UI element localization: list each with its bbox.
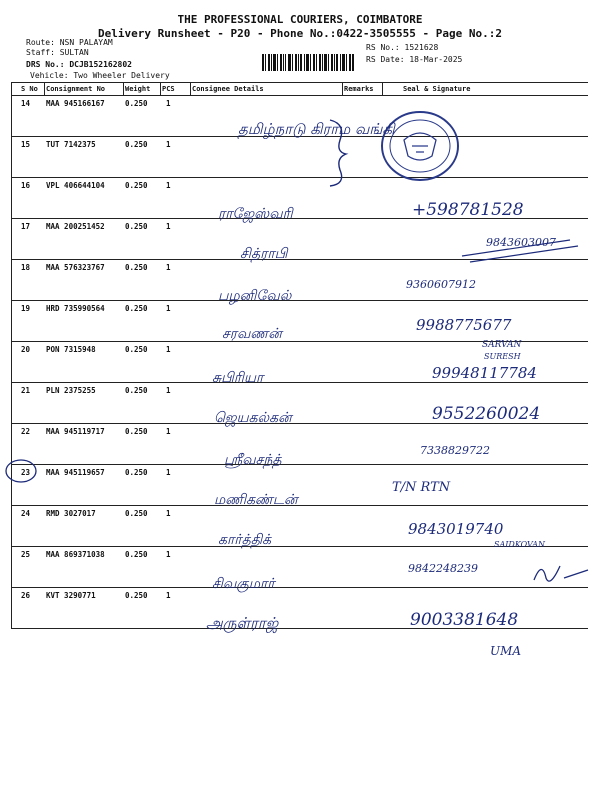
rs-no-line — [366, 43, 438, 52]
staff-label: Staff: — [26, 48, 55, 57]
vehicle-value: Two Wheeler Delivery — [73, 71, 170, 80]
row-sno: 26 — [21, 591, 31, 600]
handwritten-signature-phone: 9360607912 — [406, 278, 476, 291]
table-row-divider — [11, 177, 588, 178]
row-sno: 20 — [21, 345, 31, 354]
row-consignment-no: MAA 869371038 — [46, 550, 105, 559]
row-sno: 25 — [21, 550, 31, 559]
table-column-divider — [342, 82, 343, 95]
row-consignment-no: KVT 3290771 — [46, 591, 96, 600]
row-sno: 19 — [21, 304, 31, 313]
row-23-circle-mark — [4, 458, 38, 484]
handwritten-consignee-name: தமிழ்நாடு கிராம வங்கி — [238, 120, 395, 138]
rs-date-label: RS Date: — [366, 55, 405, 64]
row-pcs: 1 — [166, 509, 171, 518]
handwritten-consignee-name: பழனிவேல் — [218, 288, 292, 304]
row-pcs: 1 — [166, 263, 171, 272]
table-row-divider — [11, 382, 588, 383]
row-weight: 0.250 — [125, 99, 148, 108]
rs-no-value: 1521628 — [404, 43, 439, 52]
handwritten-signature-phone: 9843603007 — [486, 236, 556, 249]
col-header-sno: S No — [21, 85, 38, 93]
runsheet-subtitle: Delivery Runsheet - P20 - Phone No.:0422-3505555 - Page No.:2 — [98, 27, 502, 40]
route-line — [26, 38, 113, 47]
row-consignment-no: PLN 2375255 — [46, 386, 96, 395]
row-consignment-no: RMD 3027017 — [46, 509, 96, 518]
row-sno: 18 — [21, 263, 31, 272]
handwritten-signature-phone: 9843019740 — [408, 520, 504, 538]
row-pcs: 1 — [166, 427, 171, 436]
col-header-seal-signature: Seal & Signature — [403, 85, 471, 93]
handwritten-consignee-name: கார்த்திக் — [218, 532, 272, 548]
table-header-divider — [11, 95, 588, 96]
row-consignment-no: MAA 200251452 — [46, 222, 105, 231]
row-pcs: 1 — [166, 345, 171, 354]
row-sno: 14 — [21, 99, 31, 108]
route-label: Route: — [26, 38, 55, 47]
handwritten-consignee-name: சிவகுமார் — [212, 576, 275, 592]
row-consignment-no: VPL 406644104 — [46, 181, 105, 190]
rs-date-line — [366, 55, 462, 64]
rs-no-label: RS No.: — [366, 43, 400, 52]
row-weight: 0.250 — [125, 427, 148, 436]
handwritten-signature-phone: 9988775677 — [416, 316, 512, 334]
col-header-consignment: Consignment No — [46, 85, 106, 93]
row-pcs: 1 — [166, 140, 171, 149]
handwritten-consignee-name: மணிகண்டன் — [214, 492, 298, 508]
drs-value: DCJB152162802 — [69, 60, 132, 69]
table-row-divider — [11, 464, 588, 465]
vehicle-label: Vehicle: — [30, 71, 69, 80]
row-weight: 0.250 — [125, 509, 148, 518]
row-consignment-no: MAA 945166167 — [46, 99, 105, 108]
handwritten-consignee-name: சரவணன் — [222, 326, 282, 342]
handwritten-annotation: SURESH — [484, 352, 521, 361]
drs-line — [26, 60, 132, 69]
row-consignment-no: HRD 735990564 — [46, 304, 105, 313]
row-pcs: 1 — [166, 222, 171, 231]
handwritten-annotation: SAIDKOVAN — [494, 540, 546, 549]
row-weight: 0.250 — [125, 263, 148, 272]
handwritten-annotation: SARVAN — [482, 340, 522, 350]
row-consignment-no: PON 7315948 — [46, 345, 96, 354]
handwritten-annotation: UMA — [490, 644, 522, 658]
rs-date-value: 18-Mar-2025 — [409, 55, 463, 64]
staff-value: SULTAN — [59, 48, 89, 57]
row-weight: 0.250 — [125, 591, 148, 600]
barcode-image — [262, 54, 354, 71]
drs-label: DRS No.: — [26, 60, 65, 69]
row-pcs: 1 — [166, 386, 171, 395]
row-pcs: 1 — [166, 468, 171, 477]
row-weight: 0.250 — [125, 181, 148, 190]
row-sno: 24 — [21, 509, 31, 518]
row-consignment-no: MAA 576323767 — [46, 263, 105, 272]
handwritten-consignee-name: அருள்ராஜ் — [206, 614, 279, 632]
row-pcs: 1 — [166, 591, 171, 600]
row-weight: 0.250 — [125, 345, 148, 354]
table-row-divider — [11, 505, 588, 506]
row-sno: 23 — [21, 468, 31, 477]
row-sno: 21 — [21, 386, 31, 395]
handwritten-signature-phone: +598781528 — [412, 200, 524, 220]
handwritten-signature-phone: 9842248239 — [408, 562, 478, 575]
route-value: NSN PALAYAM — [59, 38, 113, 47]
table-column-divider — [190, 82, 191, 95]
row-weight: 0.250 — [125, 140, 148, 149]
table-top-border — [11, 82, 588, 83]
table-column-divider — [382, 82, 383, 95]
col-header-remarks: Remarks — [344, 85, 374, 93]
row-pcs: 1 — [166, 304, 171, 313]
handwritten-consignee-name: ஜெயகல்கன் — [214, 410, 292, 426]
handwritten-consignee-name: சித்ராபி — [240, 246, 288, 262]
signature-scribble-25 — [530, 558, 590, 588]
row-consignment-no: MAA 945119657 — [46, 468, 105, 477]
col-header-pcs: PCS — [162, 85, 175, 93]
row-weight: 0.250 — [125, 304, 148, 313]
handwritten-signature-phone: 9003381648 — [410, 610, 519, 630]
table-column-divider — [160, 82, 161, 95]
row-sno: 16 — [21, 181, 31, 190]
signature-scribble-17 — [460, 236, 580, 266]
row-pcs: 1 — [166, 181, 171, 190]
row-consignment-no: TUT 7142375 — [46, 140, 96, 149]
row-consignment-no: MAA 945119717 — [46, 427, 105, 436]
table-row-divider — [11, 300, 588, 301]
col-header-weight: Weight — [125, 85, 151, 93]
row-sno: 22 — [21, 427, 31, 436]
handwritten-signature-phone: 99948117784 — [432, 364, 537, 382]
row-weight: 0.250 — [125, 550, 148, 559]
table-column-divider — [11, 82, 12, 628]
row-pcs: 1 — [166, 99, 171, 108]
handwritten-consignee-name: ஸ்ரீவசந்த் — [224, 452, 282, 468]
col-header-consignee: Consignee Details — [192, 85, 264, 93]
row-sno: 15 — [21, 140, 31, 149]
row-weight: 0.250 — [125, 468, 148, 477]
runsheet-title: THE PROFESSIONAL COURIERS, COIMBATORE — [177, 13, 423, 26]
bracket-mark — [328, 118, 350, 188]
row-sno: 17 — [21, 222, 31, 231]
row-weight: 0.250 — [125, 222, 148, 231]
handwritten-consignee-name: சுபிரியா — [212, 370, 264, 386]
handwritten-signature-phone: 9552260024 — [432, 404, 541, 424]
handwritten-signature-phone: T/N RTN — [392, 480, 451, 495]
handwritten-consignee-name: ராஜேஸ்வரி — [218, 206, 293, 222]
staff-line — [26, 48, 89, 57]
row-pcs: 1 — [166, 550, 171, 559]
table-column-divider — [123, 82, 124, 95]
handwritten-signature-phone: 7338829722 — [420, 444, 490, 457]
courier-seal-stamp — [376, 106, 464, 188]
row-weight: 0.250 — [125, 386, 148, 395]
table-row-divider — [11, 587, 588, 588]
table-column-divider — [44, 82, 45, 95]
vehicle-line — [30, 71, 170, 80]
